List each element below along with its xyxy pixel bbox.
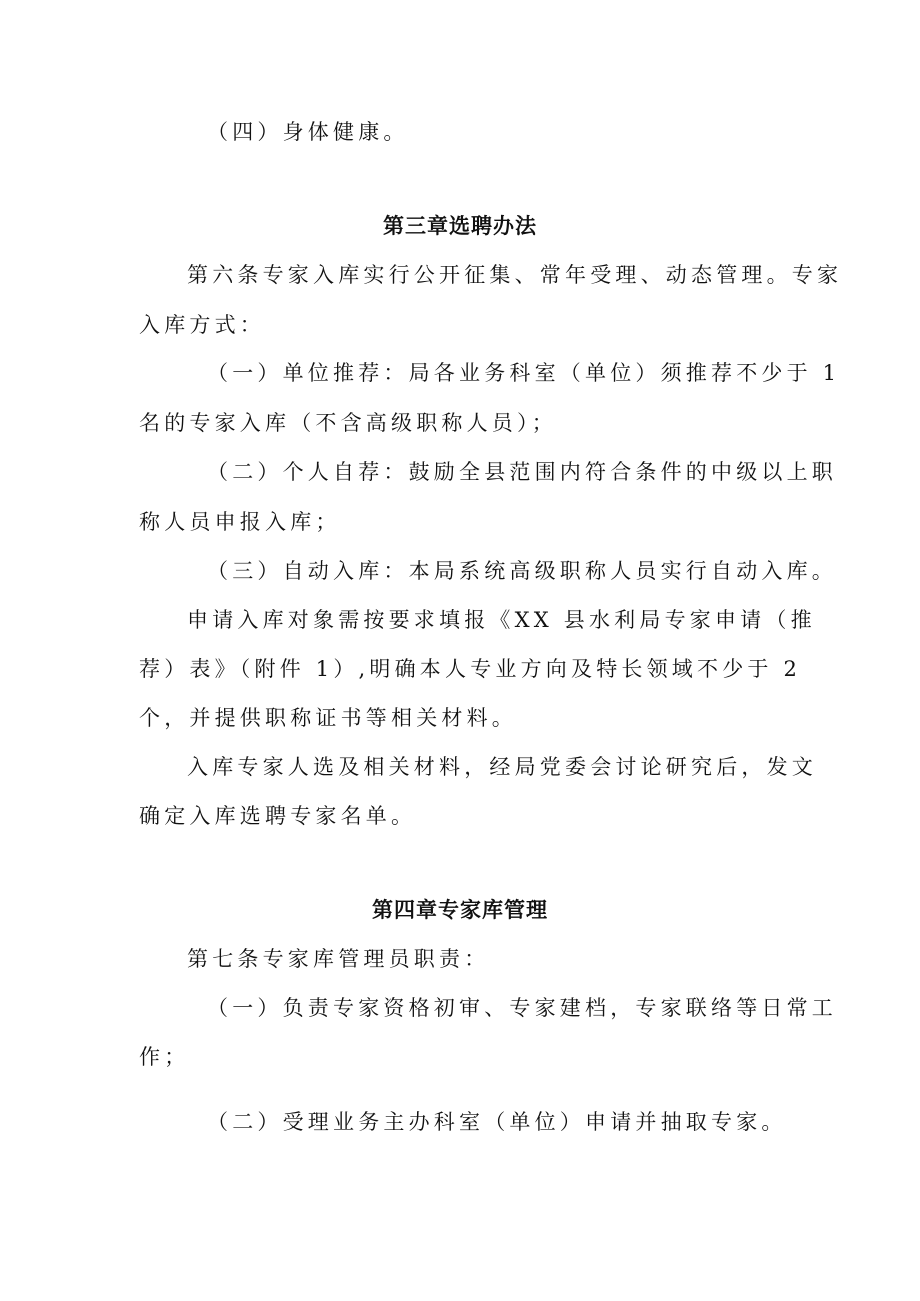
method-two-line-1: （二）个人自荐：鼓励全县范围内符合条件的中级以上职 (207, 460, 837, 484)
article-six-line-1: 第六条专家入库实行公开征集、常年受理、动态管理。专家 (187, 263, 843, 287)
method-one-line-1: （一）单位推荐：局各业务科室（单位）须推荐不少于 1 (207, 361, 841, 385)
selection-line-1: 入库专家人选及相关材料，经局党委会讨论研究后，发文 (187, 755, 817, 779)
application-line-3: 个，并提供职称证书等相关材料。 (139, 706, 517, 730)
duty-one-line-2: 作； (139, 1045, 190, 1069)
chapter-three-heading: 第三章选聘办法 (383, 214, 537, 238)
application-line-2: 荐）表》（附件 1）,明确本人专业方向及特长领域不少于 2 (139, 657, 802, 681)
chapter-four-heading: 第四章专家库管理 (372, 898, 548, 922)
article-six-line-2: 入库方式： (139, 313, 265, 337)
selection-line-2: 确定入库选聘专家名单。 (139, 804, 417, 828)
duty-one-line-1: （一）负责专家资格初审、专家建档，专家联络等日常工 (207, 996, 837, 1020)
clause-four-health: （四）身体健康。 (207, 120, 409, 144)
method-one-line-2: 名的专家入库（不含高级职称人员）； (139, 411, 557, 435)
article-seven: 第七条专家库管理员职责： (187, 947, 490, 971)
method-two-line-2: 称人员申报入库； (139, 510, 341, 534)
method-three: （三）自动入库：本局系统高级职称人员实行自动入库。 (207, 559, 837, 583)
application-line-1: 申请入库对象需按要求填报《XX 县水利局专家申请（推 (187, 608, 816, 632)
duty-two: （二）受理业务主办科室（单位）申请并抽取专家。 (207, 1110, 787, 1134)
